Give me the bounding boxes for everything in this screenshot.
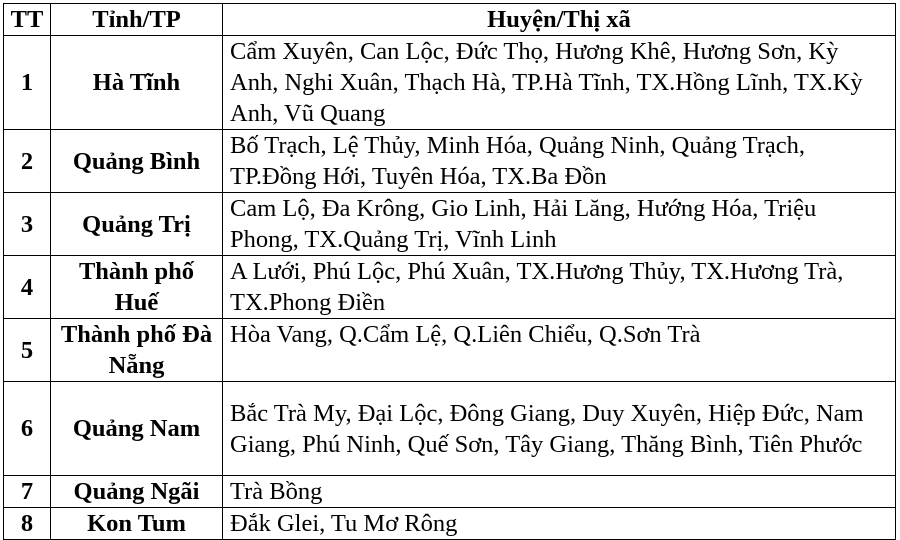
district-list: Bố Trạch, Lệ Thủy, Minh Hóa, Quảng Ninh, Quảng Trạch, TP.Đồng Hới, Tuyên Hóa, TX.Ba Đồn <box>223 130 896 193</box>
district-list: Cẩm Xuyên, Can Lộc, Đức Thọ, Hương Khê, Hương Sơn, Kỳ Anh, Nghi Xuân, Thạch Hà, TP.Hà Tĩnh, TX.Hồng Lĩnh, TX.Kỳ Anh, Vũ Quang <box>223 36 896 130</box>
table-header-row <box>4 4 896 36</box>
districts-table <box>3 3 896 540</box>
table-row <box>4 193 896 256</box>
district-list: Đắk Glei, Tu Mơ Rông <box>223 508 896 540</box>
district-list: Trà Bồng <box>223 476 896 508</box>
row-number: 1 <box>4 36 51 130</box>
table-row <box>4 36 896 130</box>
province-name: Kon Tum <box>51 508 223 540</box>
province-name: Hà Tĩnh <box>51 36 223 130</box>
row-number: 5 <box>4 319 51 382</box>
province-name: Quảng Ngãi <box>51 476 223 508</box>
header-districts: Huyện/Thị xã <box>223 4 896 36</box>
row-number: 8 <box>4 508 51 540</box>
row-number: 3 <box>4 193 51 256</box>
district-list: Cam Lộ, Đa Krông, Gio Linh, Hải Lăng, Hướng Hóa, Triệu Phong, TX.Quảng Trị, Vĩnh Linh <box>223 193 896 256</box>
row-number: 2 <box>4 130 51 193</box>
table-row <box>4 256 896 319</box>
table-row <box>4 319 896 382</box>
province-name: Quảng Nam <box>51 382 223 476</box>
table-row <box>4 476 896 508</box>
province-name: Thành phố Huế <box>51 256 223 319</box>
province-name: Thành phố Đà Nẵng <box>51 319 223 382</box>
row-number: 6 <box>4 382 51 476</box>
header-tt: TT <box>4 4 51 36</box>
table-row <box>4 130 896 193</box>
district-list: Bắc Trà My, Đại Lộc, Đông Giang, Duy Xuyên, Hiệp Đức, Nam Giang, Phú Ninh, Quế Sơn, Tây Giang, Thăng Bình, Tiên Phước <box>223 382 896 476</box>
table-row <box>4 508 896 540</box>
province-name: Quảng Bình <box>51 130 223 193</box>
row-number: 7 <box>4 476 51 508</box>
province-name: Quảng Trị <box>51 193 223 256</box>
row-number: 4 <box>4 256 51 319</box>
header-province: Tỉnh/TP <box>51 4 223 36</box>
district-list: A Lưới, Phú Lộc, Phú Xuân, TX.Hương Thủy, TX.Hương Trà, TX.Phong Điền <box>223 256 896 319</box>
district-list: Hòa Vang, Q.Cẩm Lệ, Q.Liên Chiểu, Q.Sơn Trà <box>223 319 896 382</box>
table-row <box>4 382 896 476</box>
